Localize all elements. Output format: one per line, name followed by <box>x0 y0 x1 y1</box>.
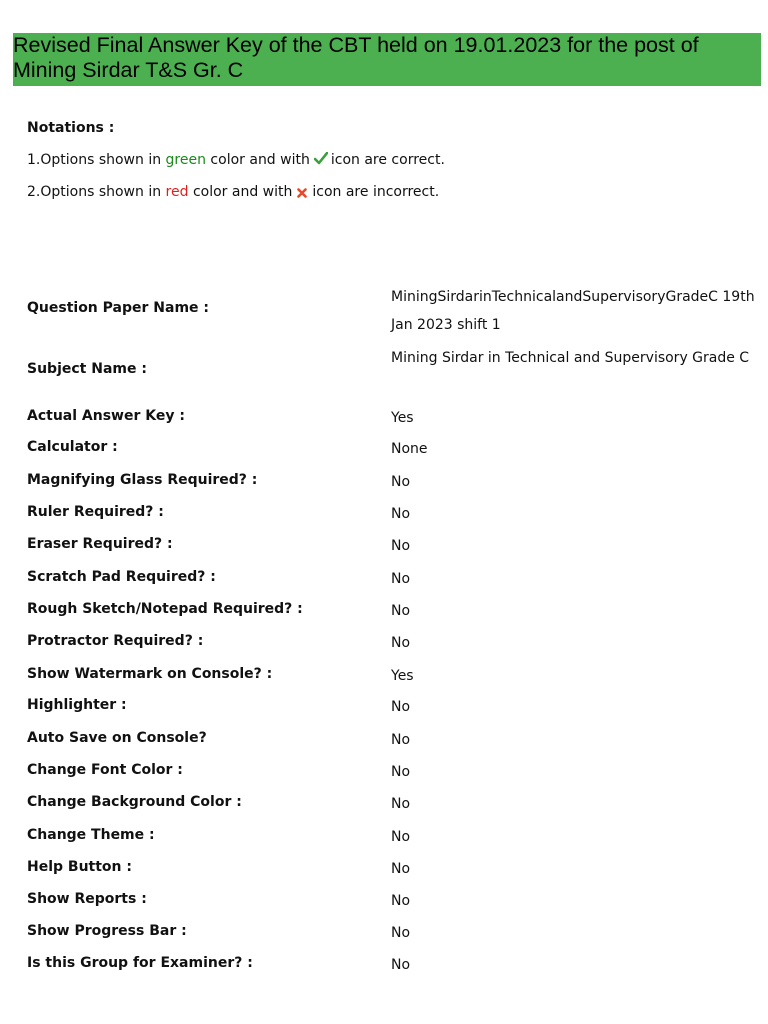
detail-value: Yes <box>391 668 414 684</box>
detail-value: No <box>391 732 411 748</box>
detail-label: Question Paper Name : <box>27 300 209 316</box>
detail-value: MiningSirdarinTechnicalandSupervisoryGradeC 19th Jan 2023 shift 1 <box>391 289 755 333</box>
notation-incorrect-middle: color and with <box>188 184 293 200</box>
detail-value: No <box>391 861 411 877</box>
detail-label: Protractor Required? : <box>27 633 204 649</box>
detail-label: Show Reports : <box>27 891 147 907</box>
notation-incorrect-color-word: red <box>165 184 189 200</box>
notation-incorrect <box>27 184 439 202</box>
notation-correct-color-word: green <box>165 152 206 168</box>
detail-label: Show Watermark on Console? : <box>27 666 273 682</box>
detail-row <box>27 282 757 342</box>
detail-label: Help Button : <box>27 859 132 875</box>
detail-value: No <box>391 538 411 554</box>
notation-correct-prefix: 1.Options shown in <box>27 152 166 168</box>
detail-value: No <box>391 796 411 812</box>
detail-value: No <box>391 506 411 522</box>
detail-label: Auto Save on Console? <box>27 730 207 746</box>
page-title: Revised Final Answer Key of the CBT held on 19.01.2023 for the post of Mining Sirdar T&S Gr. C <box>13 33 699 82</box>
detail-label: Change Font Color : <box>27 762 183 778</box>
detail-label: Change Theme : <box>27 827 155 843</box>
cross-icon <box>297 186 307 202</box>
detail-label: Show Progress Bar : <box>27 923 187 939</box>
detail-value: No <box>391 893 411 909</box>
notation-correct <box>27 152 445 169</box>
detail-label: Magnifying Glass Required? : <box>27 472 258 488</box>
detail-label: Highlighter : <box>27 697 127 713</box>
detail-value: No <box>391 829 411 845</box>
detail-label: Eraser Required? : <box>27 536 173 552</box>
notation-correct-suffix: icon are correct. <box>330 152 445 168</box>
detail-value: No <box>391 925 411 941</box>
detail-value: None <box>391 441 428 457</box>
notation-incorrect-suffix: icon are incorrect. <box>312 184 440 200</box>
notation-correct-middle: color and with <box>205 152 310 168</box>
detail-label: Rough Sketch/Notepad Required? : <box>27 601 303 617</box>
check-icon <box>314 152 328 169</box>
detail-label: Ruler Required? : <box>27 504 164 520</box>
detail-value: No <box>391 764 411 780</box>
detail-label: Scratch Pad Required? : <box>27 569 216 585</box>
notation-incorrect-prefix: 2.Options shown in <box>27 184 166 200</box>
detail-label: Actual Answer Key : <box>27 408 185 424</box>
detail-value: No <box>391 571 411 587</box>
notations-heading: Notations : <box>27 120 115 136</box>
detail-label: Is this Group for Examiner? : <box>27 955 253 971</box>
detail-value: No <box>391 699 411 715</box>
detail-value: Yes <box>391 410 414 426</box>
detail-value: No <box>391 474 411 490</box>
detail-label: Calculator : <box>27 439 118 455</box>
detail-value: No <box>391 957 411 973</box>
detail-row <box>27 343 757 403</box>
detail-label: Change Background Color : <box>27 794 242 810</box>
detail-value: No <box>391 635 411 651</box>
detail-value: Mining Sirdar in Technical and Supervisory Grade C <box>391 350 750 366</box>
detail-label: Subject Name : <box>27 361 147 377</box>
detail-value: No <box>391 603 411 619</box>
